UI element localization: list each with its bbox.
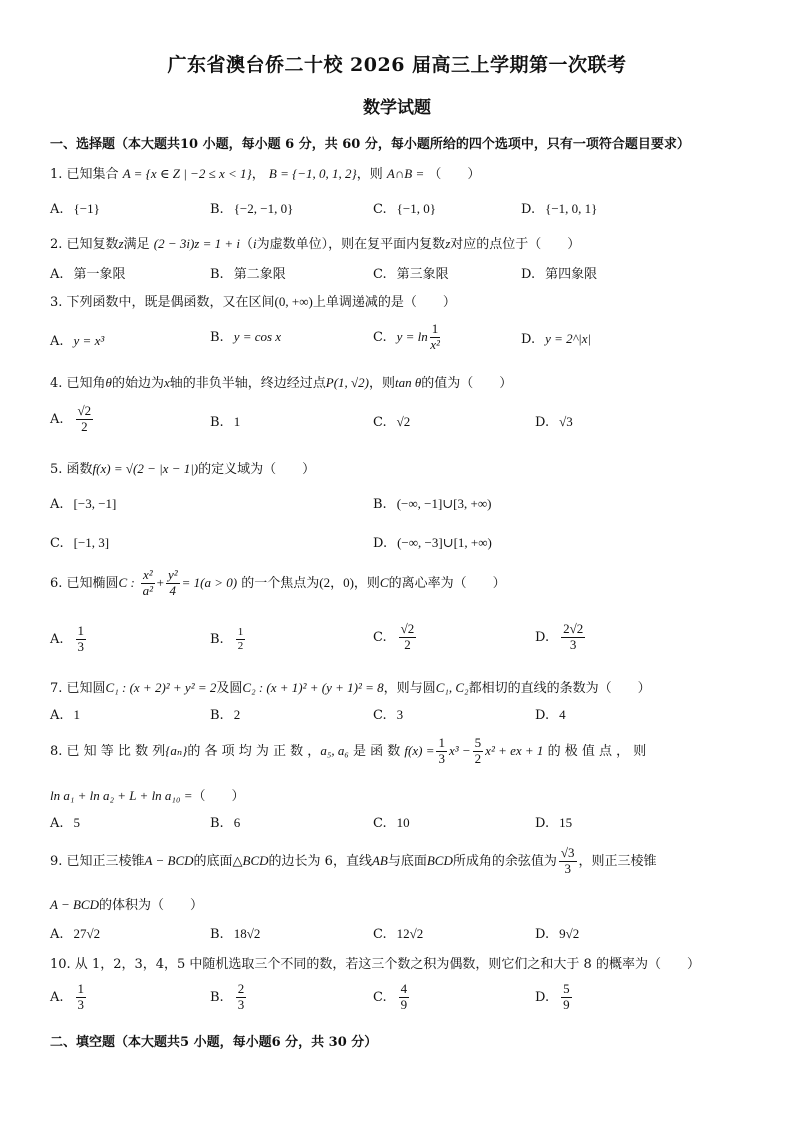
q5-option-c[interactable]: C. [−1, 3]	[50, 535, 110, 551]
q4-option-c[interactable]: C. √2	[373, 414, 411, 430]
q9-option-a[interactable]: A. 27√2	[50, 926, 101, 942]
q7-option-d[interactable]: D. 4	[535, 707, 566, 723]
q9-option-d[interactable]: D. 9√2	[535, 926, 580, 942]
q2-option-d[interactable]: D. 第四象限	[521, 267, 598, 282]
q4-option-a[interactable]: A. $\frac{√2}{2}$	[50, 403, 92, 434]
q10-option-b[interactable]: B. $\frac{2}{3}$	[210, 981, 245, 1012]
q1-option-a[interactable]: A. {−1}	[50, 201, 100, 217]
q1-option-d[interactable]: D. {−1, 0, 1}	[521, 201, 598, 217]
q8-option-c[interactable]: C. 10	[373, 815, 410, 831]
q10-option-a[interactable]: A. $\frac{1}{3}$	[50, 981, 85, 1012]
question-9-line-2: A − BCD的体积为（ ）	[50, 897, 203, 913]
q3-option-c[interactable]: C. y = ln $\frac{1}{\text{x²}}$	[373, 321, 440, 352]
q5-option-d[interactable]: D. (−∞, −3]∪[1, +∞)	[373, 535, 492, 551]
exam-subtitle: 数学试题	[363, 98, 431, 118]
q6-option-b[interactable]: B. $\frac{1}{2}$	[210, 626, 244, 652]
q1-option-c[interactable]: C. {−1, 0}	[373, 201, 436, 217]
section-multiple-choice-heading: 一、选择题（本大题共10 小题，每小题 6 分，共 60 分，每小题所给的四个选项中，只有一项符合题目要求）	[50, 137, 690, 152]
q9-option-c[interactable]: C. 12√2	[373, 926, 424, 942]
q8-option-a[interactable]: A. 5	[50, 815, 81, 831]
question-4: 4. 已知角θ的始边为x轴的非负半轴，终边经过点P(1, √2)，则tan θ的值为（ ）	[50, 375, 513, 391]
question-5: 5. 函数f(x) = √(2 − |x − 1|)的定义域为（ ）	[50, 461, 316, 477]
q5-option-a[interactable]: A. [−3, −1]	[50, 496, 117, 512]
exam-title: 广东省澳台侨二十校 2026 届高三上学期第一次联考	[167, 54, 627, 76]
question-8: 8. 已 知 等 比 数 列{aₙ}的 各 项 均 为 正 数 ，a₅, a₆ 是 函 数 f(x) = $\frac{1}{3}$ x³ − $\frac{5}{2}$ x² + ex + 1 的 极 值 点 ， 则	[50, 735, 647, 766]
q2-option-c[interactable]: C. 第三象限	[373, 267, 449, 282]
q10-option-d[interactable]: D. $\frac{5}{9}$	[535, 981, 570, 1012]
q6-option-c[interactable]: C. $\frac{√2}{2}$	[373, 621, 415, 652]
q1-option-b[interactable]: B. {−2, −1, 0}	[210, 201, 294, 217]
q4-option-d[interactable]: D. √3	[535, 414, 573, 430]
q3-option-b[interactable]: B. y = cos x	[210, 329, 282, 345]
q5-option-b[interactable]: B. (−∞, −1]∪[3, +∞)	[373, 496, 492, 512]
q6-option-a[interactable]: A. $\frac{1}{3}$	[50, 623, 85, 654]
question-2: 2. 已知复数z满足 (2 − 3i)z = 1 + i（i为虚数单位），则在复平面内复数z对应的点位于（ ）	[50, 236, 581, 252]
q4-option-b[interactable]: B. 1	[210, 414, 241, 430]
q7-option-c[interactable]: C. 3	[373, 707, 404, 723]
question-8-line-2: ln a₁ + ln a₂ + L + ln a₁₀ =（ ）	[50, 788, 245, 804]
q9-option-b[interactable]: B. 18√2	[210, 926, 261, 942]
question-7: 7. 已知圆C₁ : (x + 2)² + y² = 2及圆C₂ : (x + 1)² + (y + 1)² = 8，则与圆C₁, C₂都相切的直线的条数为（ ）	[50, 680, 651, 696]
q10-option-c[interactable]: C. $\frac{4}{9}$	[373, 981, 408, 1012]
q2-option-a[interactable]: A. 第一象限	[50, 267, 126, 282]
q7-option-b[interactable]: B. 2	[210, 707, 241, 723]
question-3: 3. 下列函数中，既是偶函数，又在区间(0, +∞)上单调递减的是（ ）	[50, 294, 456, 310]
q3-option-d[interactable]: D. y = 2^|x|	[521, 331, 592, 347]
q8-option-d[interactable]: D. 15	[535, 815, 573, 831]
question-9: 9. 已知正三棱锥A − BCD的底面△BCD的边长为 6，直线AB与底面BCD所成角的余弦值为 $\frac{√3}{3}$ ，则正三棱锥	[50, 845, 657, 876]
q7-option-a[interactable]: A. 1	[50, 707, 81, 723]
q6-option-d[interactable]: D. $\frac{2√2}{3}$	[535, 621, 584, 652]
q2-option-b[interactable]: B. 第二象限	[210, 267, 286, 282]
q8-option-b[interactable]: B. 6	[210, 815, 241, 831]
question-6: 6. 已知椭圆C : $\frac{\text{x²}}{\text{a²}}$ + $\frac{\text{y²}}{4}$ = 1(a > 0) 的一个焦点为(2，0)，则C的离心率为（ ）	[50, 567, 506, 598]
question-1: 1. 已知集合 A = {x ∈ Z | −2 ≤ x < 1}， B = {−1, 0, 1, 2}，则 A∩B = （ ）	[50, 166, 481, 182]
q3-option-a[interactable]: A. y = x³	[50, 333, 105, 349]
section-fill-in-heading: 二、填空题（本大题共5 小题，每小题6 分，共 30 分）	[50, 1035, 378, 1050]
question-10: 10. 从 1，2，3，4，5 中随机选取三个不同的数，若这三个数之积为偶数，则它们之和大于 8 的概率为（ ）	[50, 957, 700, 972]
